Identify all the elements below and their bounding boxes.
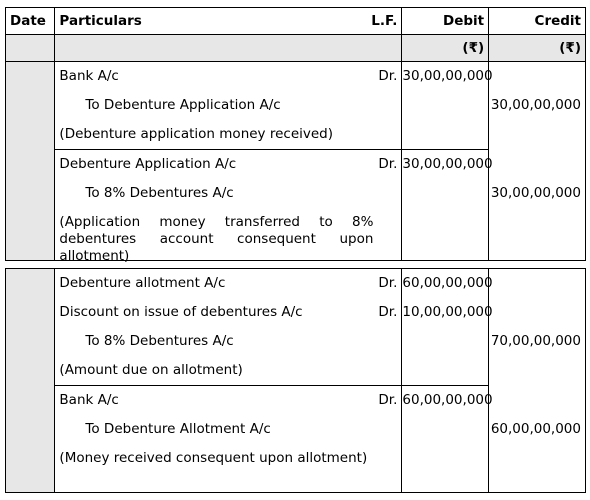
entry2-narration: (Application money transferred to 8% debentures account consequent upon allotment) (59, 214, 374, 264)
header-particulars-label: Particulars (59, 13, 142, 29)
entry3-narration: (Amount due on allotment) (59, 362, 243, 378)
entry4-narration: (Money received consequent upon allotment) (59, 450, 368, 466)
entry-particulars-cell (55, 62, 402, 264)
journal-table-lower (5, 268, 586, 493)
entry3-credit-line: To 8% Debentures A/c (85, 333, 234, 349)
unit-date-cell (6, 35, 55, 62)
entry1-debit-line (55, 62, 401, 91)
entry3-dr-mark-2: Dr. (378, 304, 398, 320)
entry4-debit-amount: 60,00,00,000 (402, 392, 493, 408)
entry1-debit-amount: 30,00,00,000 (402, 68, 493, 84)
entry-date-cell (6, 269, 55, 493)
spacer (489, 385, 585, 415)
unit-particulars-cell (55, 35, 402, 62)
entry-debit-cell (402, 269, 493, 493)
spacer (489, 120, 585, 149)
spacer (402, 356, 488, 385)
entry1-dr-account: Bank A/c (59, 68, 119, 84)
entry-row (6, 62, 586, 261)
entry4-credit-amount: 60,00,00,000 (490, 421, 581, 437)
journal-table-upper (5, 7, 586, 264)
spacer (402, 91, 488, 120)
entry1-credit-amount: 30,00,00,000 (490, 97, 581, 113)
entry3-debit-amount-2: 10,00,00,000 (402, 304, 493, 320)
entry2-debit-line (55, 150, 401, 179)
spacer (489, 356, 585, 385)
entry3-credit-amount: 70,00,00,000 (490, 333, 581, 349)
entry4-dr-mark: Dr. (378, 392, 398, 408)
entry1-dr-mark: Dr. (378, 68, 398, 84)
credit-unit: (₹) (489, 35, 586, 62)
unit-row (6, 35, 586, 62)
spacer (489, 149, 585, 179)
entry2-dr-account: Debenture Application A/c (59, 156, 237, 172)
entry3-debit-line-2 (55, 298, 401, 327)
entry-credit-cell (489, 62, 586, 261)
header-debit: Debit (402, 8, 489, 35)
entry2-credit-amount: 30,00,00,000 (490, 185, 581, 201)
entry-credit-cell (489, 269, 586, 493)
entry1-narration: (Debenture application money received) (59, 126, 334, 142)
header-date: Date (6, 8, 55, 35)
entry2-debit-amount: 30,00,00,000 (402, 156, 493, 172)
header-row (6, 8, 586, 35)
debit-unit: (₹) (402, 35, 489, 62)
header-particulars (55, 8, 402, 35)
spacer (402, 120, 488, 149)
entry4-credit-line: To Debenture Allotment A/c (85, 421, 271, 437)
entry-date-cell (6, 62, 55, 261)
entry4-debit-line (55, 386, 401, 415)
header-credit: Credit (489, 8, 586, 35)
spacer (402, 327, 488, 356)
entry1-credit-line: To Debenture Application A/c (85, 97, 281, 113)
entry3-debit-line-1 (55, 269, 401, 298)
entry-debit-cell (402, 62, 493, 261)
entry3-dr-account-2: Discount on issue of debentures A/c (59, 304, 303, 320)
entry-row (6, 269, 586, 493)
entry2-credit-line: To 8% Debentures A/c (85, 185, 234, 201)
spacer (489, 298, 585, 327)
entry3-dr-mark-1: Dr. (378, 275, 398, 291)
spacer (489, 62, 585, 91)
entry-particulars-cell (55, 269, 402, 493)
entry3-dr-account-1: Debenture allotment A/c (59, 275, 226, 291)
header-lf: L.F. (371, 13, 398, 29)
spacer (489, 269, 585, 298)
entry3-debit-amount-1: 60,00,00,000 (402, 275, 493, 291)
entry4-dr-account: Bank A/c (59, 392, 119, 408)
entry2-dr-mark: Dr. (378, 156, 398, 172)
